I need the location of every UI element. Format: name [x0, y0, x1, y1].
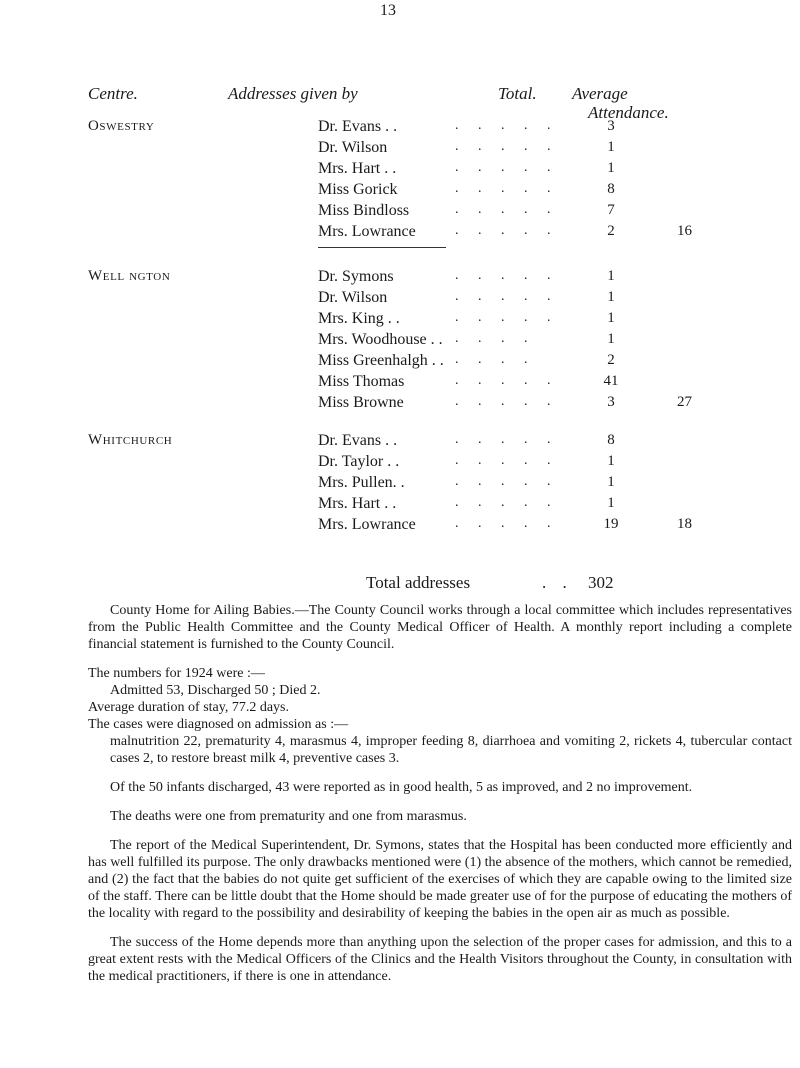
row-total: 41 [603, 373, 619, 389]
row-total: 2 [607, 223, 615, 239]
row-total: 1 [607, 495, 615, 511]
table-row: Mrs. Hart . . . . . . . 1 [0, 160, 800, 181]
paragraph-success: The success of the Home depends more than anything upon the selection of the proper cases for admission, and this to a great extent rests with the Medical Officers of the Clinics and the Health Visitors throughout the County, in consultation with the medical practitioners, if there is one in attendance. [88, 935, 792, 984]
total-addresses-value: 302 [588, 573, 614, 592]
average-attendance: 27 [677, 394, 692, 410]
paragraph-county-home: County Home for Ailing Babies.—The County Council works through a local committee which includes representatives from the Public Health Committee and the County Medical Officer of Health. A monthly report including a complete financial statement is furnished to the County Council. [88, 603, 792, 652]
row-total: 8 [607, 181, 615, 197]
row-total: 8 [607, 432, 615, 448]
table-row: Miss Bindloss . . . . . 7 [0, 202, 800, 223]
table-row: Dr. Evans . . . . . . . 3 [0, 118, 800, 139]
speaker-name: Mrs. Lowrance [318, 516, 416, 533]
paragraph-average-duration: Average duration of stay, 77.2 days. [88, 700, 289, 715]
row-total: 2 [607, 352, 615, 368]
table-row: Miss Greenhalgh . . . . . . 2 [0, 352, 800, 373]
centre-name: Whitchurch [88, 432, 173, 448]
row-total: 1 [607, 160, 615, 176]
speaker-name: Miss Browne [318, 394, 404, 411]
speaker-name: Mrs. Pullen. . [318, 474, 405, 491]
speaker-name: Mrs. Hart . . [318, 495, 397, 512]
row-total: 1 [607, 139, 615, 155]
average-attendance: 16 [677, 223, 692, 239]
speaker-name: Dr. Taylor . . [318, 453, 400, 470]
speaker-name: Miss Gorick [318, 181, 398, 198]
column-header-total: Total. [498, 84, 537, 103]
paragraph-deaths: The deaths were one from prematurity and one from marasmus. [110, 809, 467, 824]
row-total: 1 [607, 310, 615, 326]
page-number: 13 [380, 2, 396, 19]
speaker-name: Miss Thomas [318, 373, 405, 390]
table-row: Dr. Evans . . . . . . . 8 [0, 432, 800, 453]
speaker-name: Mrs. Woodhouse . . [318, 331, 443, 348]
divider [318, 247, 446, 248]
paragraph-diagnoses: malnutrition 22, prematurity 4, marasmus 4, improper feeding 8, diarrhoea and vomiting 2, rickets 4, tubercular contact cases 2, to restore breast milk 4, preventive cases 3. [110, 734, 792, 766]
column-header-addresses: Addresses given by [228, 84, 358, 103]
row-total: 1 [607, 453, 615, 469]
table-row: Mrs. Pullen. . . . . . . 1 [0, 474, 800, 495]
table-row: Dr. Symons . . . . . 1 [0, 268, 800, 289]
centre-name: Well ngton [88, 268, 171, 284]
row-total: 1 [607, 268, 615, 284]
speaker-name: Mrs. King . . [318, 310, 400, 327]
average-attendance: 18 [677, 516, 692, 532]
row-total: 19 [603, 516, 619, 532]
table-row: Miss Browne . . . . . 3 27 [318, 394, 692, 411]
total-addresses-label: Total addresses [366, 573, 471, 592]
row-total: 3 [607, 394, 615, 410]
row-total: 1 [607, 331, 615, 347]
table-row: Miss Gorick . . . . . 8 [0, 181, 800, 202]
table-row: Dr. Taylor . . . . . . . 1 [0, 453, 800, 474]
speaker-name: Dr. Symons [318, 268, 394, 285]
speaker-name: Miss Bindloss [318, 202, 410, 219]
table-row: Miss Thomas . . . . . 41 [0, 373, 800, 394]
table-row: Dr. Wilson . . . . . 1 [0, 289, 800, 310]
paragraph-discharged: Of the 50 infants discharged, 43 were reported as in good health, 5 as improved, and 2 no improvement. [110, 780, 693, 795]
paragraph-diagnosed-heading: The cases were diagnosed on admission as :— [88, 717, 349, 732]
table-row: Mrs. King . . . . . . . 1 [0, 310, 800, 331]
table-row: Mrs. Hart . . . . . . . 1 [0, 495, 800, 516]
row-total: 1 [607, 474, 615, 490]
column-header-average-line1: Average [572, 84, 628, 103]
speaker-name: Dr. Wilson [318, 139, 388, 156]
column-header-average-line2: Attendance. [588, 103, 669, 122]
centre-name: Oswestry [88, 118, 155, 134]
row-total: 7 [607, 202, 615, 218]
row-total: 1 [607, 289, 615, 305]
paragraph-admitted: Admitted 53, Discharged 50 ; Died 2. [110, 683, 321, 698]
table-row: Dr. Wilson . . . . . 1 [0, 139, 800, 160]
speaker-name: Mrs. Lowrance [318, 223, 416, 240]
table-row: Mrs. Woodhouse . . . . . . 1 [0, 331, 800, 352]
paragraph-numbers-heading: The numbers for 1924 were :— [88, 666, 265, 681]
report-text [88, 602, 792, 985]
speaker-name: Dr. Wilson [318, 289, 388, 306]
paragraph-superintendent-report: The report of the Medical Superintendent, Dr. Symons, states that the Hospital has been conducted more efficiently and has well fulfilled its purpose. The only drawbacks mentioned were (1) the absence of the mothers, which cannot be remedied, and (2) the fact that the babies do not quite get sufficient of the exercises of which they are capable owing to the limited size of the staff. There can be little doubt that the Home should be made greater use of for the purpose of educating the mothers of the locality with regard to the possibility and desirability of keeping the babies in the open air as much as possible. [88, 838, 792, 921]
speaker-name: Dr. Evans . . [318, 432, 398, 449]
column-header-centre: Centre. [88, 84, 138, 103]
table-row: Mrs. Lowrance . . . . . 19 18 [318, 516, 692, 533]
speaker-name: Mrs. Hart . . [318, 160, 397, 177]
row-total: 3 [607, 118, 615, 134]
table-row: Mrs. Lowrance . . . . . 2 16 [318, 223, 692, 240]
speaker-name: Dr. Evans . . [318, 118, 398, 135]
column-header-average [572, 84, 669, 122]
speaker-name: Miss Greenhalgh . . [318, 352, 444, 369]
